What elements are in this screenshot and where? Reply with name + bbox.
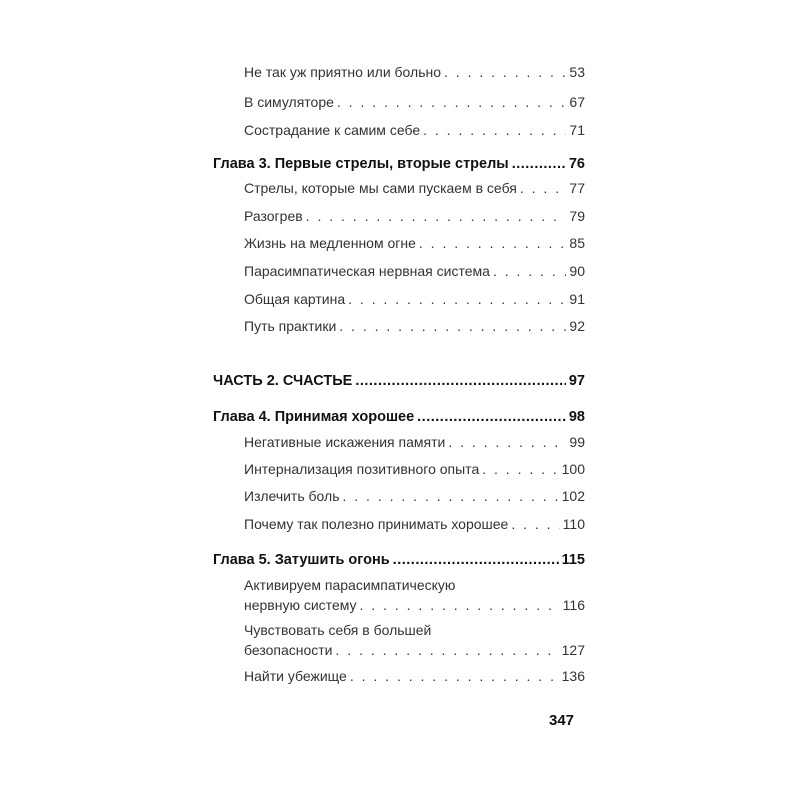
toc-entry-title-line1: Активируем парасимпатическую [244,577,456,593]
leader-dots [393,552,559,568]
leader-dots [348,291,566,307]
toc-entry[interactable] [244,668,585,684]
toc-chapter-page: 115 [561,552,585,568]
toc-chapter-page: 76 [568,156,585,172]
toc-part[interactable] [213,373,585,389]
toc-entry[interactable] [244,575,585,615]
toc-entry[interactable] [244,208,585,224]
toc-chapter-title: Глава 4. Принимая хорошее [213,409,415,425]
leader-dots [350,668,559,684]
toc-entry-title: Общая картина [244,291,346,307]
toc-entry[interactable] [244,64,585,80]
toc-entry-page: 77 [569,180,585,196]
toc-entry-page: 136 [561,668,585,684]
toc-chapter-page: 98 [568,409,585,425]
toc-entry-page: 85 [569,235,585,251]
toc-entry-title: Разогрев [244,208,303,224]
leader-dots [339,318,566,334]
toc-entry-title: Жизнь на медленном огне [244,235,416,251]
leader-dots [512,156,566,172]
toc-chapter-title: Глава 3. Первые стрелы, вторые стрелы [213,156,509,172]
toc-entry-page: 79 [569,208,585,224]
toc-entry[interactable] [244,291,585,307]
toc-entry[interactable] [244,263,585,279]
toc-entry[interactable] [244,235,585,251]
toc-entry[interactable] [244,94,585,110]
toc-entry-page: 90 [569,263,585,279]
toc-entry-page: 100 [561,461,585,477]
leader-dots [360,595,560,615]
toc-entry-title: Не так уж приятно или больно [244,64,442,80]
toc-entry-title: Негативные искажения памяти [244,434,446,450]
toc-entry-page: 92 [569,318,585,334]
page-number: 347 [549,712,575,729]
toc-entry-title: Парасимпатическая нервная система [244,263,490,279]
leader-dots [306,208,567,224]
toc-entry-page: 116 [562,597,585,613]
toc-part-page: 97 [568,373,585,389]
toc-part-title: ЧАСТЬ 2. СЧАСТЬЕ [213,373,353,389]
toc-entry[interactable] [244,434,585,450]
leader-dots [482,461,558,477]
toc-entry-page: 110 [562,516,585,532]
toc-entry[interactable] [244,461,585,477]
toc-chapter-title: Глава 5. Затушить огонь [213,552,390,568]
leader-dots [355,373,566,389]
toc-entry[interactable] [244,516,585,532]
leader-dots [336,640,559,660]
toc-entry-title: Путь практики [244,318,337,334]
toc-chapter[interactable] [213,156,585,172]
toc-entry-title: Почему так полезно принимать хорошее [244,516,509,532]
toc-entry[interactable] [244,488,585,504]
toc-entry-title: Стрелы, которые мы сами пускаем в себя [244,180,517,196]
toc-entry-page: 91 [569,291,585,307]
toc-entry-page: 67 [569,94,585,110]
leader-dots [342,488,558,504]
toc-entry-page: 127 [561,642,585,658]
leader-dots [520,180,567,196]
leader-dots [417,409,566,425]
toc-entry-title: Найти убежище [244,668,347,684]
toc-entry-title-line1: Чувствовать себя в большей [244,622,432,638]
toc-entry-title: Интернализация позитивного опыта [244,461,480,477]
toc-entry-page: 102 [561,488,585,504]
toc-entry-page: 99 [569,434,585,450]
toc-entry-page: 71 [569,122,585,138]
toc-entry-title: В симуляторе [244,94,334,110]
toc-entry-title-line2: безопасности [244,642,333,658]
toc-entry[interactable] [244,620,585,660]
toc-entry-title: Сострадание к самим себе [244,122,421,138]
toc-entry[interactable] [244,318,585,334]
toc-entry[interactable] [244,180,585,196]
leader-dots [419,235,567,251]
toc-chapter[interactable] [213,409,585,425]
toc-chapter[interactable] [213,552,585,568]
leader-dots [448,434,566,450]
leader-dots [423,122,566,138]
toc-entry-title: Излечить боль [244,488,340,504]
leader-dots [511,516,559,532]
leader-dots [493,263,566,279]
leader-dots [444,64,566,80]
toc-entry-title-line2: нервную систему [244,597,357,613]
toc-entry-page: 53 [569,64,585,80]
toc-entry[interactable] [244,122,585,138]
leader-dots [337,94,567,110]
